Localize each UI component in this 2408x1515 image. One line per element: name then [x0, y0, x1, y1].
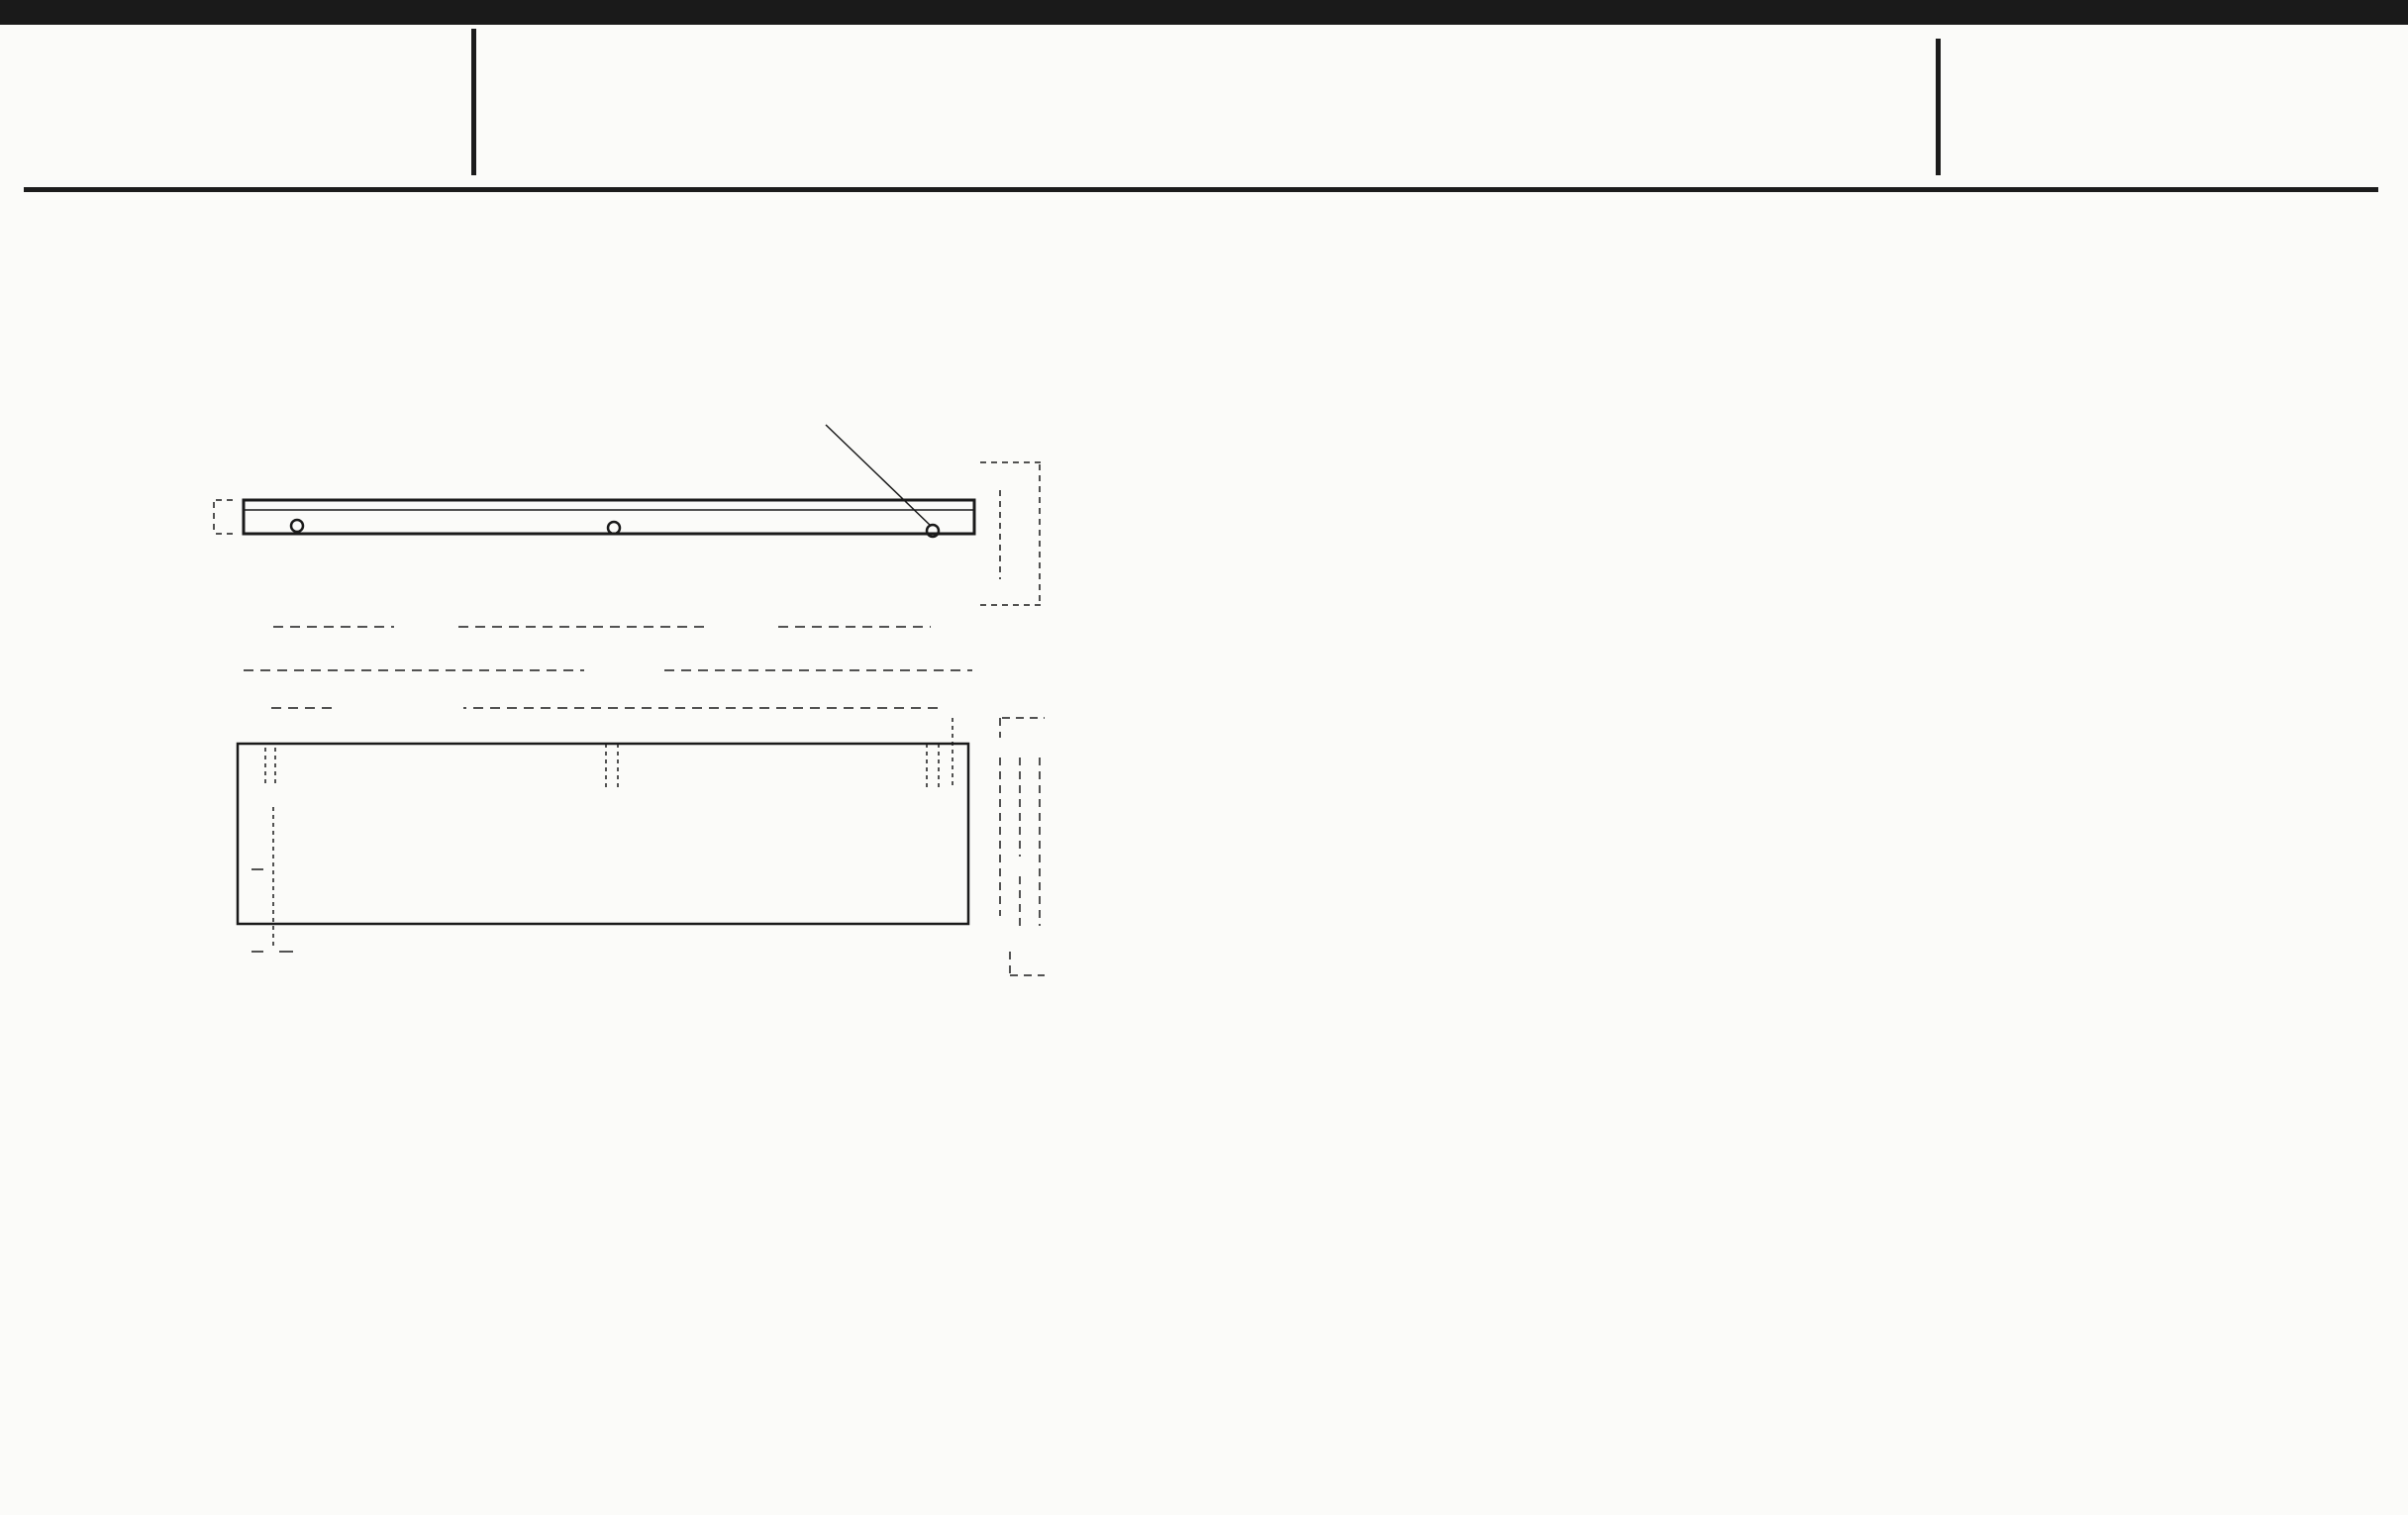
header-divider-left: [471, 29, 476, 175]
card-header: [24, 25, 2378, 175]
catalog-card: [0, 25, 2408, 1515]
description: [1349, 516, 2240, 536]
strip-plan-outline: [238, 744, 968, 924]
header-divider-right: [1936, 39, 1941, 175]
header-rule: [24, 187, 2378, 192]
terminal-strip-drawing: [149, 391, 1139, 1015]
